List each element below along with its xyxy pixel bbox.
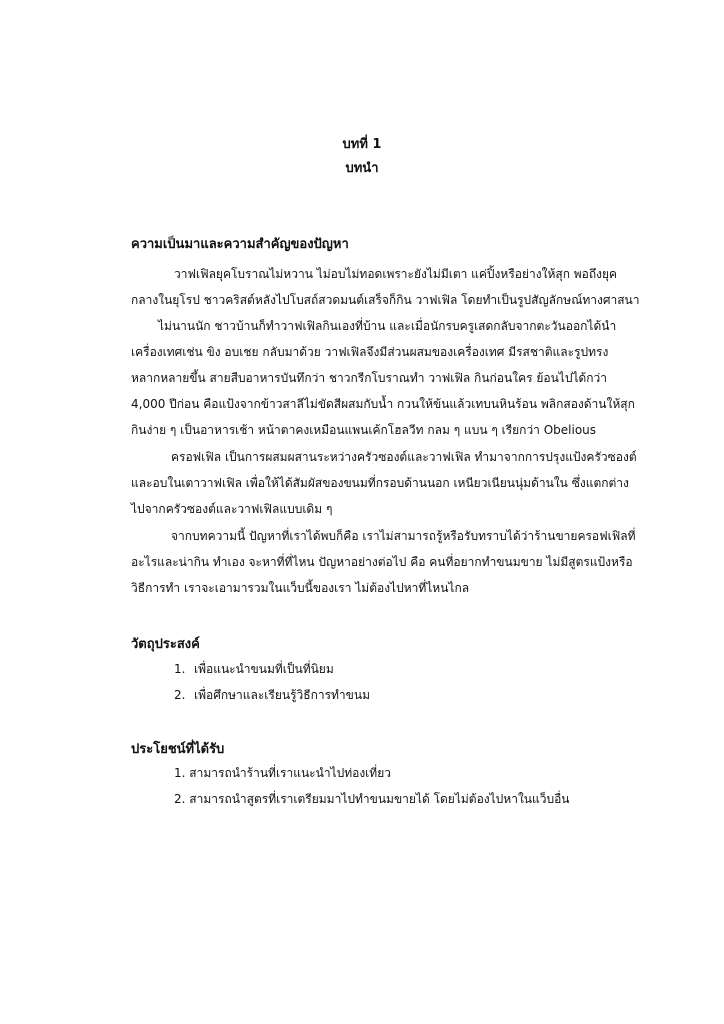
paragraph-line: กลางในยุโรป ชาวคริสต์หลังไปโบสถ์สวดมนต์เสร็จก็กิน วาฟเฟิล โดยทำเป็นรูปสัญลักษณ์ทางศาสนา [131,293,640,307]
paragraph-line: และอบในเตาวาฟเฟิล เพื่อให้ได้สัมผัสของขนมที่กรอบด้านนอก เหนียวเนียนนุ่มด้านใน ซึ่งแตกต่าง [131,476,629,490]
benefits-heading: ประโยชน์ที่ได้รับ [131,742,225,757]
paragraph-line: อะไรและน่ากิน ทำเอง จะหาที่ที่ไหน ปัญหาอย่างต่อไป คือ คนที่อยากทำขนมขาย ไม่มีสูตรแป้งหรือ [131,555,633,569]
chapter-number: บทที่ 1 [342,137,382,152]
list-item-number: 2. [174,688,186,702]
paragraph-line: กินง่าย ๆ เป็นอาหารเช้า หน้าตาคงเหมือนแพนเค้กโฮลวีท กลม ๆ แบน ๆ เรียกว่า Obelious [131,423,597,437]
paragraph-line: 4,000 ปีก่อน คือแป้งจากข้าวสาลีไม่ขัดสีผสมกับน้ำ กวนให้ข้นแล้วเทบนหินร้อน พลิกสองด้านให้สุก [131,397,635,411]
objectives-heading: วัตถุประสงค์ [131,637,200,652]
list-item-text: สามารถนำสูตรที่เราเตรียมมาไปทำขนมขายได้ โดยไม่ต้องไปหาในแว็บอื่น [189,792,570,806]
paragraph-line: จากบทความนี้ ปัญหาที่เราได้พบก็คือ เราไม่สามารถรู้หรือรับทราบได้ว่าร้านขายครอฟเฟิลที่ [171,529,636,543]
list-item [174,790,570,809]
paragraph-line: วิธีการทำ เราจะเอามารวมในแว็บนี้ของเรา ไม่ต้องไปหาที่ไหนไกล [131,581,470,595]
chapter-title: บทนำ [345,161,379,176]
list-item-text: เพื่อแนะนำขนมที่เป็นที่นิยม [194,662,334,676]
background-heading: ความเป็นมาและความสำคัญของปัญหา [131,237,349,252]
list-item [174,764,391,783]
list-item [174,686,370,705]
paragraph-line: หลากหลายขึ้น สายสืบอาหารบันทึกว่า ชาวกรีกโบราณทำ วาฟเฟิล กินก่อนใคร ย้อนไปได้กว่า [131,371,608,385]
list-item-text: เพื่อศึกษาและเรียนรู้วิธีการทำขนม [194,688,370,702]
paragraph-line: เครื่องเทศเช่น ขิง อบเชย กลับมาด้วย วาฟเฟิลจึงมีส่วนผสมของเครื่องเทศ มีรสชาติและรูปทรง [131,345,609,359]
list-item-number: 2. [174,792,186,806]
paragraph-line: ไม่นานนัก ชาวบ้านก็ทำวาฟเฟิลกินเองที่บ้าน และเมื่อนักรบครูเสดกลับจากตะวันออกได้นำ [158,319,617,333]
list-item-text: สามารถนำร้านที่เราแนะนำไปท่องเที่ยว [189,766,391,780]
paragraph-line: ครอฟเฟิล เป็นการผสมผสานระหว่างครัวซองต์และวาฟเฟิล ทำมาจากการปรุงแป้งครัวซองต์ [171,450,637,464]
paragraph-line: ไปจากครัวซองต์และวาฟเฟิลแบบเดิม ๆ [131,502,333,516]
list-item [174,660,334,679]
paragraph-line: วาฟเฟิลยุคโบราณไม่หวาน ไม่อบไม่ทอดเพราะยังไม่มีเตา แค่ปิ้งหรือย่างให้สุก พอถึงยุค [174,267,618,281]
list-item-number: 1. [174,662,186,676]
list-item-number: 1. [174,766,186,780]
